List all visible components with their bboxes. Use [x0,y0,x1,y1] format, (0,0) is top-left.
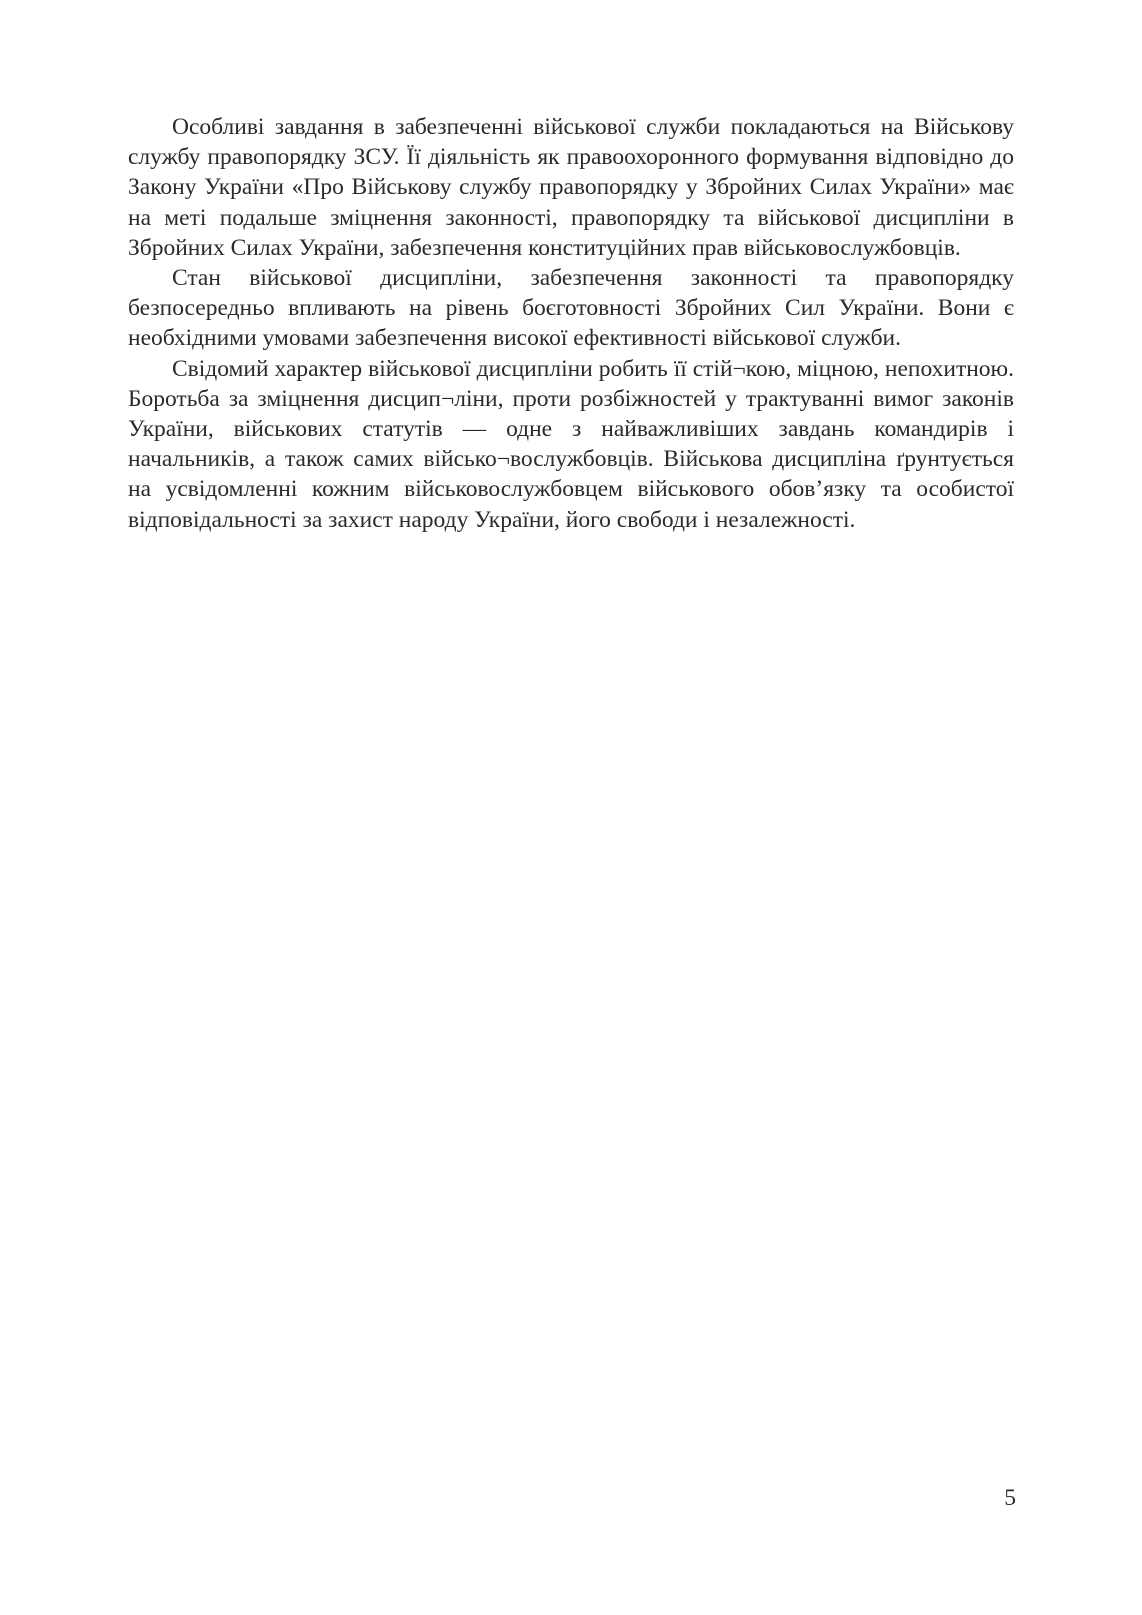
page-number: 5 [1004,1485,1016,1511]
page-body [128,112,1014,535]
body-paragraph: Особливі завдання в забезпеченні військової служби покладаються на Військову службу правопорядку ЗСУ. Її діяльність як правоохоронного формування відповідно до Закону України «Про Військову службу правопорядку у Збройних Силах України» має на меті подальше зміцнення законності, правопорядку та військової дисципліни в Збройних Силах України, забезпечення конституційних прав військовослужбовців. [128,114,1014,261]
body-paragraph: Свідомий характер військової дисципліни робить її стій¬кою, міцною, непохитною. Боротьба за зміцнення дисцип¬ліни, проти розбіжностей у трактуванні вимог законів України, військових статутів — одне з найважливіших завдань командирів і начальників, а також самих військо¬вослужбовців. Військова дисципліна ґрунтується на усвідомленні кожним військовослужбовцем військового обов’язку та особистої відповідальності за захист народу України, його свободи і незалежності. [128,355,1014,533]
body-paragraph: Стан військової дисципліни, забезпечення законності та правопорядку безпосередньо впливають на рівень боєготовності Збройних Сил України. Вони є необхідними умовами забезпечення високої ефективності військової служби. [128,265,1014,352]
